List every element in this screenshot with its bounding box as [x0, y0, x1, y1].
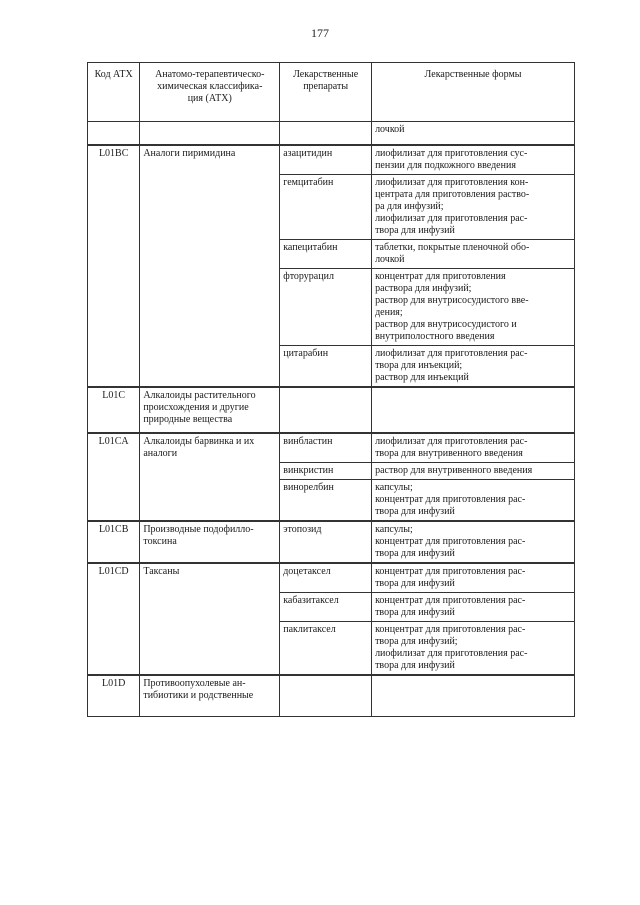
forms-line: лочкой: [375, 124, 405, 135]
header-atc-classification: [140, 63, 280, 122]
dosage-forms-cell: [372, 593, 575, 622]
dosage-forms-cell: [372, 175, 575, 240]
table-row: [88, 145, 575, 175]
classification-line: тибиотики и родственные: [143, 690, 254, 701]
dosage-forms-cell: [372, 346, 575, 388]
drug-name-cell: доцетаксел: [280, 563, 372, 593]
forms-line: концентрат для приготовления рас-: [375, 536, 526, 547]
forms-line: твора для инъекций;: [375, 360, 463, 371]
atc-classification-cell: [140, 563, 280, 675]
forms-line: лочкой: [375, 254, 405, 265]
classification-line: Противоопухолевые ан-: [143, 678, 246, 689]
classification-line: Таксаны: [143, 566, 180, 577]
continuation-code-cell: [88, 122, 140, 146]
dosage-forms-cell: [372, 480, 575, 522]
page-number: 177: [311, 26, 329, 40]
header-dosage-forms: [372, 63, 575, 122]
dosage-forms-cell: [372, 387, 575, 433]
drug-name-cell: винкристин: [280, 463, 372, 480]
atc-code-cell: L01D: [88, 675, 140, 717]
atc-classification-cell: [140, 387, 280, 433]
dosage-forms-cell: [372, 563, 575, 593]
forms-line: концентрат для приготовления рас-: [375, 624, 526, 635]
classification-line: Аналоги пиримидина: [143, 148, 236, 159]
classification-line: природные вещества: [143, 414, 233, 425]
drug-name-cell: паклитаксел: [280, 622, 372, 676]
forms-line: центрата для приготовления раство-: [375, 189, 530, 200]
drug-name-cell: азацитидин: [280, 145, 372, 175]
classification-line: происхождения и другие: [143, 402, 249, 413]
dosage-forms-cell: [372, 463, 575, 480]
forms-line: раствор для инъекций: [375, 372, 469, 383]
atc-classification-cell: [140, 433, 280, 521]
drug-name-cell: капецитабин: [280, 240, 372, 269]
header-line: Код АТХ: [94, 69, 133, 80]
forms-line: раствор для внутривенного введения: [375, 465, 533, 476]
forms-line: концентрат для приготовления: [375, 271, 506, 282]
table-row: [88, 675, 575, 717]
dosage-forms-cell: [372, 675, 575, 717]
forms-line: лиофилизат для приготовления сус-: [375, 148, 528, 159]
atc-code-cell: L01CA: [88, 433, 140, 521]
forms-line: раствор для внутрисосудистого вве-: [375, 295, 529, 306]
forms-line: твора для инфузий: [375, 225, 455, 236]
atc-classification-cell: [140, 145, 280, 387]
dosage-forms-cell: [372, 240, 575, 269]
dosage-forms-cell: [372, 145, 575, 175]
drug-name-cell: винбластин: [280, 433, 372, 463]
forms-line: ра для инфузий;: [375, 201, 444, 212]
forms-line: внутриполостного введения: [375, 331, 495, 342]
forms-line: концентрат для приготовления рас-: [375, 595, 526, 606]
atc-code-cell: L01CD: [88, 563, 140, 675]
header-line: Лекарственные: [293, 69, 359, 80]
forms-line: концентрат для приготовления рас-: [375, 494, 526, 505]
drug-name-cell: фторурацил: [280, 269, 372, 346]
classification-line: токсина: [143, 536, 177, 547]
table-row: [88, 387, 575, 433]
forms-line: твора для инфузий: [375, 548, 455, 559]
forms-line: таблетки, покрытые пленочной обо-: [375, 242, 530, 253]
continuation-forms-cell: [372, 122, 575, 146]
forms-line: пензии для подкожного введения: [375, 160, 516, 171]
table-row: [88, 563, 575, 593]
header-line: Лекарственные формы: [424, 69, 522, 80]
atc-code-cell: L01CB: [88, 521, 140, 563]
classification-line: Алкалоиды растительного: [143, 390, 256, 401]
forms-line: лиофилизат для приготовления рас-: [375, 348, 528, 359]
forms-line: лиофилизат для приготовления рас-: [375, 436, 528, 447]
drug-name-cell: кабазитаксел: [280, 593, 372, 622]
drug-name-cell: [280, 387, 372, 433]
drug-name-cell: гемцитабин: [280, 175, 372, 240]
dosage-forms-cell: [372, 521, 575, 563]
forms-line: твора для инфузий: [375, 607, 455, 618]
forms-line: дения;: [375, 307, 403, 318]
atc-table: [87, 62, 575, 717]
forms-line: капсулы;: [375, 482, 413, 493]
forms-line: твора для инфузий: [375, 506, 455, 517]
header-line: ция (АТХ): [187, 93, 232, 104]
atc-classification-cell: [140, 675, 280, 717]
classification-line: аналоги: [143, 448, 178, 459]
forms-line: твора для внутривенного введения: [375, 448, 523, 459]
atc-code-cell: L01BC: [88, 145, 140, 387]
header-line: Анатомо-терапевтическо-: [155, 69, 265, 80]
dosage-forms-cell: [372, 433, 575, 463]
continuation-row: [88, 122, 575, 146]
forms-line: раствора для инфузий;: [375, 283, 472, 294]
header-atc-code: [88, 63, 140, 122]
dosage-forms-cell: [372, 622, 575, 676]
drug-name-cell: этопозид: [280, 521, 372, 563]
drug-name-cell: [280, 675, 372, 717]
forms-line: твора для инфузий: [375, 660, 455, 671]
drug-name-cell: винорелбин: [280, 480, 372, 522]
table-body: [88, 122, 575, 717]
header-line: химическая классифика-: [157, 81, 263, 92]
header-line: препараты: [303, 81, 349, 92]
continuation-class-cell: [140, 122, 280, 146]
classification-line: Алкалоиды барвинка и их: [143, 436, 255, 447]
forms-line: лиофилизат для приготовления кон-: [375, 177, 529, 188]
table-header-row: [88, 63, 575, 122]
dosage-forms-cell: [372, 269, 575, 346]
drug-name-cell: цитарабин: [280, 346, 372, 388]
header-drugs: [280, 63, 372, 122]
forms-line: лиофилизат для приготовления рас-: [375, 213, 528, 224]
continuation-drug-cell: [280, 122, 372, 146]
forms-line: раствор для внутрисосудистого и: [375, 319, 517, 330]
atc-classification-cell: [140, 521, 280, 563]
forms-line: лиофилизат для приготовления рас-: [375, 648, 528, 659]
forms-line: твора для инфузий: [375, 578, 455, 589]
forms-line: твора для инфузий;: [375, 636, 458, 647]
forms-line: концентрат для приготовления рас-: [375, 566, 526, 577]
classification-line: Производные подофилло-: [143, 524, 254, 535]
table-row: [88, 521, 575, 563]
table-row: [88, 433, 575, 463]
forms-line: капсулы;: [375, 524, 413, 535]
atc-code-cell: L01C: [88, 387, 140, 433]
